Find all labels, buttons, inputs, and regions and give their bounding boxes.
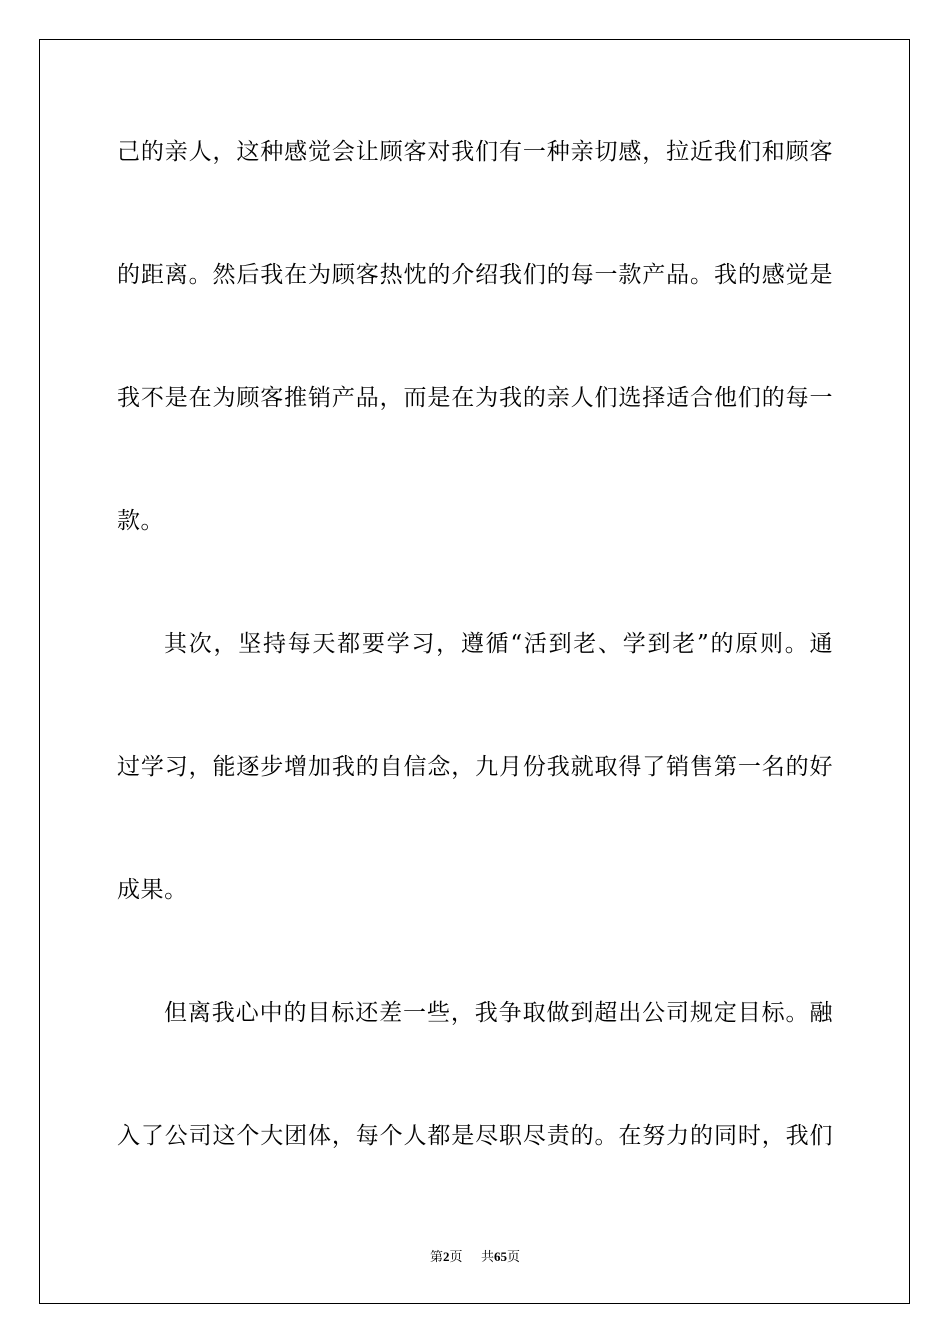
footer-total-prefix: 共 [481, 1249, 495, 1264]
body-line-6: 过学习，能逐步增加我的自信念，九月份我就取得了销售第一名的好 [117, 754, 833, 780]
page-footer [0, 1249, 950, 1265]
body-line-2: 的距离。然后我在为顾客热忱的介绍我们的每一款产品。我的感觉是 [117, 262, 833, 288]
footer-page-number: 2 [442, 1249, 450, 1264]
body-line-1: 己的亲人，这种感觉会让顾客对我们有一种亲切感，拉近我们和顾客 [117, 139, 833, 165]
footer-total-suffix: 页 [507, 1249, 521, 1264]
body-line-7: 成果。 [117, 877, 188, 903]
body-line-8: 但离我心中的目标还差一些，我争取做到超出公司规定目标。融 [164, 1000, 833, 1026]
body-line-3: 我不是在为顾客推销产品，而是在为我的亲人们选择适合他们的每一 [117, 385, 833, 411]
footer-page-prefix: 第 [429, 1249, 443, 1264]
body-line-4: 款。 [117, 508, 165, 534]
footer-total-pages: 65 [494, 1249, 508, 1264]
footer-page-suffix: 页 [449, 1249, 463, 1264]
body-line-9: 入了公司这个大团体，每个人都是尽职尽责的。在努力的同时，我们 [117, 1123, 833, 1149]
body-line-5: 其次，坚持每天都要学习，遵循“活到老、学到老”的原则。通 [164, 631, 833, 657]
page-border [39, 39, 910, 1304]
